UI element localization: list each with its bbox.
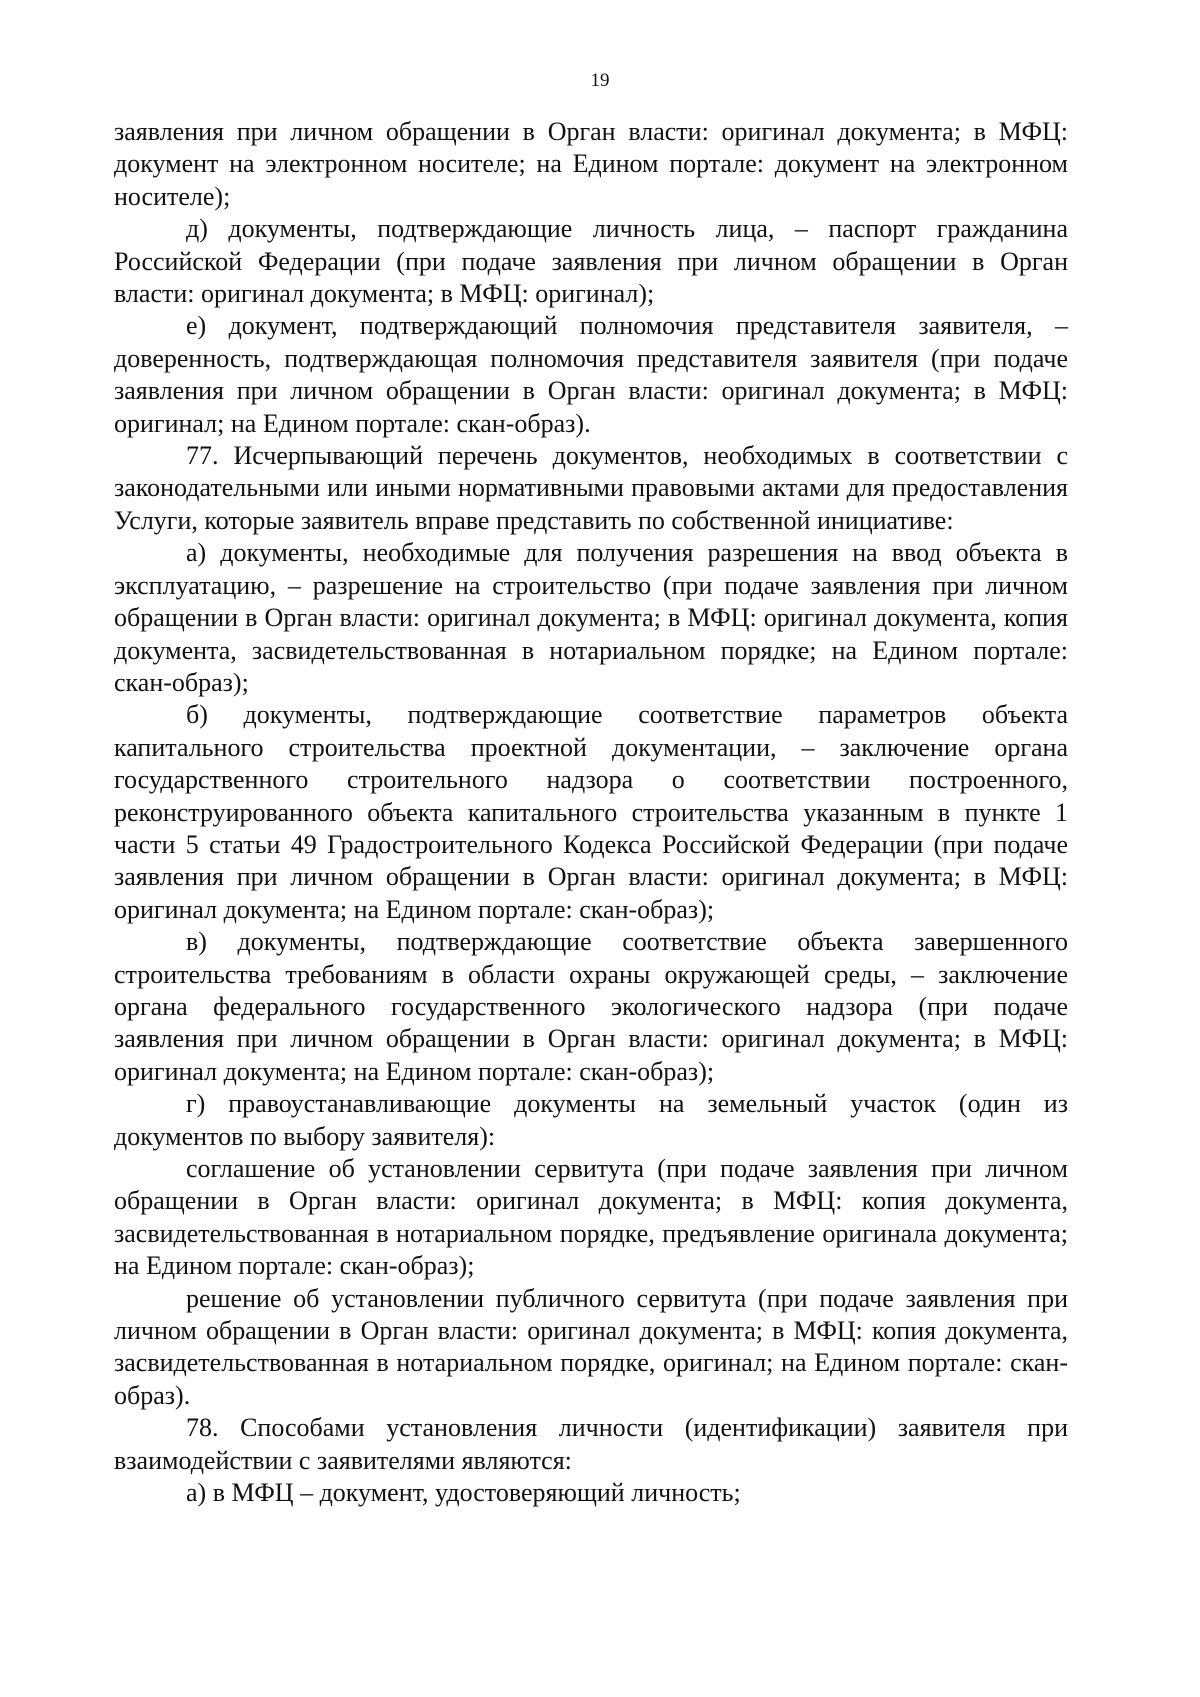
paragraph-public-servitude: решение об установлении публичного сервитута (при подаче заявления при личном обращении в Орган власти: оригинал документа; в МФЦ: копия документа, засвидетельствованная в нотариальном порядке, оригинал; на Едином портале: скан-образ). [114, 1283, 1068, 1410]
paragraph-item-g: г) правоустанавливающие документы на земельный участок (один из документов по выбору заявителя): [114, 1089, 1068, 1151]
paragraph-item-b: б) документы, подтверждающие соответствие параметров объекта капитального строительства проектной документации, – заключение органа государственного строительного надзора о соответствии построенного, реконструированного объекта капитального строительства указанным в пункте 1 части 5 статьи 49 Градостроительного Кодекса Российской Федерации (при подаче заявления при личном обращении в Орган власти: оригинал документа; в МФЦ: оригинал документа; на Едином портале: скан-образ); [114, 700, 1068, 924]
paragraph-item-a: а) документы, необходимые для получения разрешения на ввод объекта в эксплуатацию, – разрешение на строительство (при подаче заявления при личном обращении в Орган власти: оригинал документа; в МФЦ: оригинал документа, копия документа, засвидетельствованная в нотариальном порядке; на Едином портале: скан-образ); [114, 538, 1068, 697]
page-number: 19 [590, 70, 610, 91]
paragraph-servitude-agreement: соглашение об установлении сервитута (при подаче заявления при личном обращении в Орган власти: оригинал документа; в МФЦ: копия документа, засвидетельствованная в нотариальном порядке, предъявление оригинала документа; на Едином портале: скан-образ); [114, 1154, 1068, 1281]
paragraph-clause-78: 78. Способами установления личности (идентификации) заявителя при взаимодействии с заявителями являются: [114, 1413, 1068, 1475]
paragraph-item-e: е) документ, подтверждающий полномочия представителя заявителя, – доверенность, подтверждающая полномочия представителя заявителя (при подаче заявления при личном обращении в Орган власти: оригинал документа; в МФЦ: оригинал; на Едином портале: скан-образ). [114, 311, 1068, 438]
paragraph-continuation: заявления при личном обращении в Орган власти: оригинал документа; в МФЦ: документ на электронном носителе; на Едином портале: документ на электронном носителе); [114, 117, 1068, 211]
paragraph-item-d: д) документы, подтверждающие личность лица, – паспорт гражданина Российской Федерации (при подаче заявления при личном обращении в Орган власти: оригинал документа; в МФЦ: оригинал); [114, 214, 1068, 309]
paragraph-item-v: в) документы, подтверждающие соответствие объекта завершенного строительства требованиям в области охраны окружающей среды, – заключение органа федерального государственного экологического надзора (при подаче заявления при личном обращении в Орган власти: оригинал документа; в МФЦ: оригинал документа; на Едином портале: скан-образ); [114, 927, 1068, 1086]
paragraph-item-a-mfc: а) в МФЦ – документ, удостоверяющий личность; [186, 1478, 741, 1508]
document-body [114, 116, 1068, 1509]
paragraph-clause-77: 77. Исчерпывающий перечень документов, необходимых в соответствии с законодательными или иными нормативными правовыми актами для предоставления Услуги, которые заявитель вправе представить по собственной инициативе: [114, 441, 1068, 535]
